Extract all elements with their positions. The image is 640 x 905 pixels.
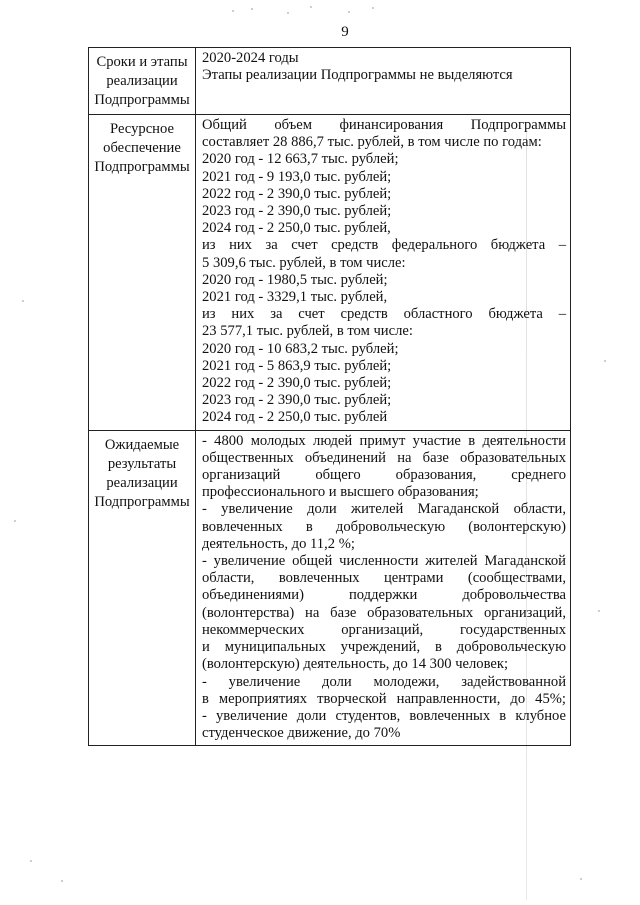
text-line: области, вовлеченных центрами (сообществами,	[202, 570, 566, 587]
text-line: - 4800 молодых людей примут участие в деятельности	[202, 432, 566, 449]
text-line: организаций общего образования, среднего	[202, 467, 566, 484]
text-line: - увеличение доли молодежи, задействованной	[202, 673, 566, 690]
text-line: 2020 год - 12 663,7 тыс. рублей;	[202, 151, 399, 168]
text-line: студенческое движение, до 70%	[202, 725, 401, 742]
text-line: (волонтерскую) деятельность, до 14 300 человек;	[202, 656, 509, 673]
text-line: 2022 год - 2 390,0 тыс. рублей;	[202, 185, 392, 202]
text-line: 2024 год - 2 250,0 тыс. рублей	[202, 409, 388, 426]
text-line: и муниципальных учреждений, в добровольческую	[202, 639, 566, 656]
text-line: 2020-2024 годы	[202, 50, 299, 66]
text-line: составляет 28 886,7 тыс. рублей, в том числе по годам:	[202, 134, 542, 151]
row-content-resources	[196, 115, 571, 431]
passport-table	[88, 47, 571, 746]
text-line: 5 309,6 тыс. рублей, в том числе:	[202, 254, 406, 271]
text-line: деятельность, до 11,2 %;	[202, 535, 355, 552]
text-line: некоммерческих организаций, государственных	[202, 621, 566, 638]
text-line: - увеличение общей численности жителей Магаданской	[202, 553, 566, 570]
text-line: профессионального и высшего образования;	[202, 484, 479, 501]
table-row	[89, 115, 571, 431]
text-line: (волонтерства) на базе образовательных организаций,	[202, 604, 566, 621]
text-line: 2023 год - 2 390,0 тыс. рублей;	[202, 392, 392, 409]
text-line: в мероприятиях творческой направленности, до 45%;	[202, 690, 566, 707]
text-line: 2020 год - 10 683,2 тыс. рублей;	[202, 340, 399, 357]
row-content-timeline	[196, 48, 571, 115]
text-line: - увеличение доли студентов, вовлеченных в клубное	[202, 707, 566, 724]
row-label-results: Ожидаемые результаты реализации Подпрограммы	[89, 430, 196, 746]
row-label-resources: Ресурсное обеспечение Подпрограммы	[89, 115, 196, 431]
text-line: 2021 год - 5 863,9 тыс. рублей;	[202, 357, 392, 374]
text-line: 2021 год - 9 193,0 тыс. рублей;	[202, 168, 392, 185]
text-line: Этапы реализации Подпрограммы не выделяются	[202, 67, 513, 84]
text-line: объединениями) поддержки добровольчества	[202, 587, 566, 604]
page-number: 9	[341, 24, 349, 40]
table-row	[89, 430, 571, 746]
text-line: общественных объединений на базе образовательных	[202, 449, 566, 466]
row-label-timeline: Сроки и этапы реализации Подпрограммы	[89, 48, 196, 115]
text-line: - увеличение доли жителей Магаданской области,	[202, 501, 566, 518]
row-content-results	[196, 430, 571, 746]
text-line: Общий объем финансирования Подпрограммы	[202, 117, 566, 133]
text-line: 2020 год - 1980,5 тыс. рублей;	[202, 271, 388, 288]
text-line: 2021 год - 3329,1 тыс. рублей,	[202, 289, 388, 306]
table-row	[89, 48, 571, 115]
text-line: из них за счет средств федерального бюджета –	[202, 237, 566, 254]
text-line: вовлеченных в добровольческую (волонтерскую)	[202, 518, 566, 535]
text-line: из них за счет средств областного бюджета –	[202, 306, 566, 323]
text-line: 2023 год - 2 390,0 тыс. рублей;	[202, 203, 392, 220]
text-line: 23 577,1 тыс. рублей, в том числе:	[202, 323, 413, 340]
text-line: 2024 год - 2 250,0 тыс. рублей,	[202, 220, 391, 237]
text-line: 2022 год - 2 390,0 тыс. рублей;	[202, 375, 392, 392]
